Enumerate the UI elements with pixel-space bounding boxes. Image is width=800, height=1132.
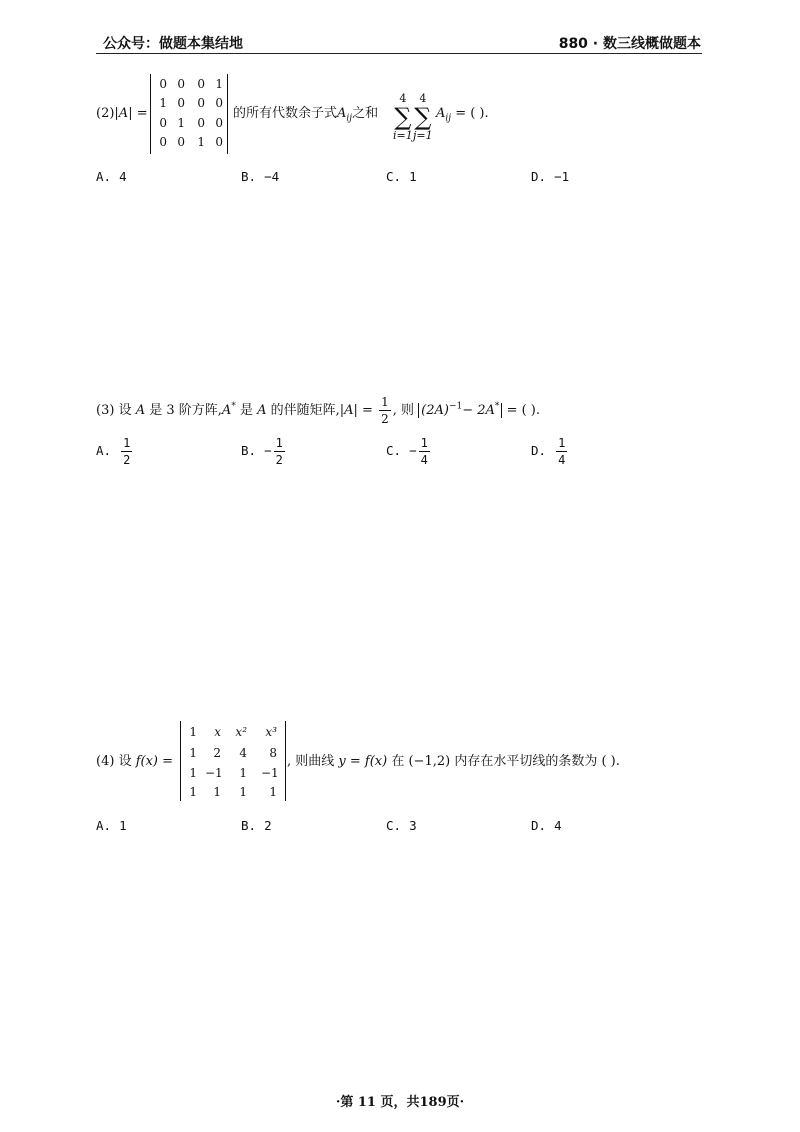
q3-option-b[interactable]: B. − $\frac{1}{2}$ (241, 436, 283, 467)
q2-option-b[interactable]: B. −4 (241, 169, 280, 184)
header-rule (96, 53, 702, 54)
q2-sum-i: 4 ∑ i=1 (393, 92, 413, 142)
q4-option-d[interactable]: D. 4 (531, 818, 562, 833)
q3-option-c[interactable]: C. − $\frac{1}{4}$ (386, 436, 428, 467)
q4-number: (4) 设 f(x) = (96, 754, 174, 769)
q2-option-d[interactable]: D. −1 (531, 169, 570, 184)
header-source: 公众号：做题本集结地 (103, 36, 243, 52)
q2-sum-j: 4 ∑ j=1 (413, 92, 433, 142)
q2-text: 的所有代数余子式$A_{ij}$之和 (233, 106, 379, 124)
q2-number: (2)|A| = (96, 106, 148, 121)
q2-determinant: 0 0 0 1 1 0 0 0 0 1 0 0 0 0 1 0 (150, 74, 228, 154)
page-footer: ·第 11 页，共189页· (335, 1095, 465, 1110)
q4-option-c[interactable]: C. 3 (386, 818, 417, 833)
q4-text: , 则曲线 y = f(x) 在 (−1,2) 内存在水平切线的条数为 ( ). (287, 754, 620, 769)
q3-option-d[interactable]: D. $\frac{1}{4}$ (531, 436, 566, 467)
q4-determinant: 1 x x² x³ 1 2 4 8 1 −1 1 −1 1 1 1 1 (180, 721, 286, 801)
q2-text-end: $A_{ij}$ = ( ). (436, 106, 489, 124)
q3-expression: $(2A)^{-1}- 2A^*$ (418, 403, 502, 418)
q4-option-b[interactable]: B. 2 (241, 818, 272, 833)
q3-half-fraction: $\frac{1}{2}$ (381, 395, 389, 426)
q2-option-a[interactable]: A. 4 (96, 169, 127, 184)
q2-option-c[interactable]: C. 1 (386, 169, 417, 184)
q3-option-a[interactable]: A. $\frac{1}{2}$ (96, 436, 131, 467)
q3-stem: (3) 设 A 是 3 阶方阵,A* 是 A 的伴随矩阵,|A| = $\frac{1}{2}$ , 则 $(2A)^{-1}- 2A^*$ = ( ). (96, 395, 540, 426)
q4-option-a[interactable]: A. 1 (96, 818, 127, 833)
header-title: 880 · 数三线概做题本 (558, 36, 701, 52)
